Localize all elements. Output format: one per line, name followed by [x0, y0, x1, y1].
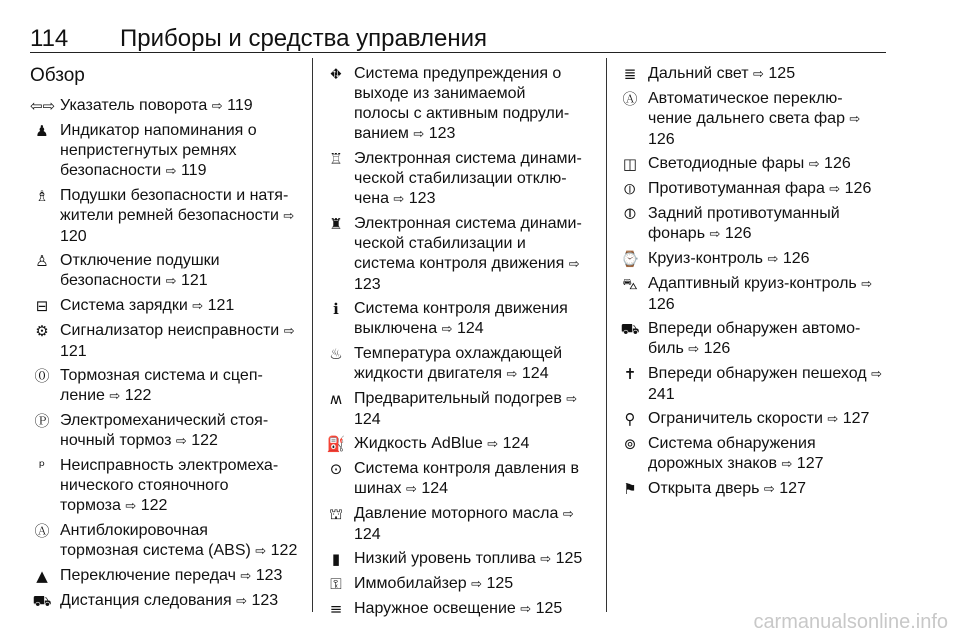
entry-text: Указатель поворота	[60, 97, 208, 114]
adaptive-cruise-icon: ⛍	[622, 275, 638, 293]
page-ref-arrow-icon: ⇨	[709, 227, 721, 242]
shift-up-icon: ▲	[36, 567, 48, 585]
page-ref-arrow-icon: ⇨	[165, 274, 177, 289]
index-entry	[30, 366, 298, 407]
page-ref-link[interactable]: 123	[428, 125, 456, 142]
turn-signal-icon: ⇦⇨	[30, 97, 56, 115]
page-ref-link[interactable]: 122	[270, 542, 298, 559]
preheating-icon: ʍ	[329, 390, 343, 408]
column-2	[324, 64, 594, 620]
page-ref-arrow-icon: ⇨	[413, 127, 425, 142]
entry-text: ческой стабилизации и	[354, 235, 526, 252]
index-entry	[618, 64, 888, 85]
lane-departure-icon: ⛖	[329, 65, 342, 83]
entry-text: жидкости двигателя	[354, 365, 503, 382]
header-rule	[30, 52, 886, 53]
entry-text: фонарь	[648, 225, 706, 242]
entry-text: ночный тормоз	[60, 432, 172, 449]
page-ref-link[interactable]: 124	[502, 435, 530, 452]
page-ref-arrow-icon: ⇨	[175, 434, 187, 449]
page-ref-arrow-icon: ⇨	[540, 552, 552, 567]
page-ref-arrow-icon: ⇨	[849, 112, 861, 127]
entry-text: Система зарядки	[60, 297, 188, 314]
entry-text: шинах	[354, 480, 402, 497]
entry-text: жители ремней безопасности	[60, 207, 279, 224]
column-divider	[606, 58, 607, 612]
page-ref-arrow-icon: ⇨	[829, 182, 841, 197]
column-divider	[312, 58, 313, 612]
index-entry	[324, 459, 594, 500]
index-entry	[30, 121, 298, 182]
entry-text: ление	[60, 387, 105, 404]
engine-malfunction-icon: ⚙	[35, 322, 49, 340]
index-entry	[618, 89, 888, 150]
page-ref-link[interactable]: 124	[521, 365, 549, 382]
entry-text: Индикатор напоминания о	[60, 122, 257, 139]
entry-text: Жидкость AdBlue	[354, 435, 483, 452]
entry-text: Впереди обнаружен автомо-	[648, 320, 861, 337]
entry-text: Температура охлаждающей	[354, 345, 563, 362]
page-ref-link[interactable]: 126	[648, 131, 675, 148]
entry-text: Противотуманная фара	[648, 180, 825, 197]
index-entry	[324, 299, 594, 340]
index-entry	[618, 249, 888, 270]
page-ref-link[interactable]: 126	[844, 180, 872, 197]
page-ref-link[interactable]: 119	[227, 97, 253, 114]
following-distance-icon: ⛟	[32, 592, 52, 610]
index-entry	[30, 321, 298, 362]
index-entry	[324, 599, 594, 620]
page-ref-arrow-icon: ⇨	[109, 389, 121, 404]
page-ref-link[interactable]: 125	[535, 600, 563, 617]
page-ref-link[interactable]: 127	[779, 480, 806, 497]
entry-text: дорожных знаков	[648, 455, 777, 472]
index-entry	[618, 179, 888, 200]
index-entry	[618, 479, 888, 500]
index-entry	[618, 434, 888, 475]
page-ref-link[interactable]: 123	[255, 567, 283, 584]
page-ref-link[interactable]: 126	[782, 250, 810, 267]
door-open-icon: ⚑	[623, 480, 637, 498]
entry-text: Впереди обнаружен пешеход	[648, 365, 867, 382]
page-ref-link[interactable]: 120	[60, 228, 87, 245]
page-ref-link[interactable]: 125	[768, 65, 796, 82]
entry-text: Адаптивный круиз-контроль	[648, 275, 857, 292]
cruise-control-icon: ⌚	[620, 250, 640, 268]
page-ref-arrow-icon: ⇨	[441, 322, 453, 337]
page-ref-link[interactable]: 127	[796, 455, 824, 472]
page-ref-link[interactable]: 124	[354, 411, 381, 428]
page-ref-link[interactable]: 124	[354, 526, 381, 543]
page-ref-arrow-icon: ⇨	[808, 157, 820, 172]
page-ref-link[interactable]: 124	[421, 480, 449, 497]
page-ref-arrow-icon: ⇨	[283, 209, 295, 224]
index-entry	[618, 319, 888, 360]
index-entry	[324, 64, 594, 145]
oil-pressure-icon: ⛫	[329, 505, 343, 523]
auto-high-beam-icon: Ⓐ	[622, 90, 638, 108]
index-entry	[30, 96, 298, 117]
page-ref-arrow-icon: ⇨	[861, 277, 873, 292]
parking-brake-fault-icon: ᵖ	[38, 457, 46, 475]
entry-text: Сигнализатор неисправности	[60, 322, 280, 339]
low-fuel-icon: ▮	[331, 550, 341, 568]
entry-text: чение дальнего света фар	[648, 110, 845, 127]
page-ref-link[interactable]: 123	[354, 276, 381, 293]
speed-limiter-icon: ⚲	[624, 410, 636, 428]
entry-text: биль	[648, 340, 684, 357]
page-ref-arrow-icon: ⇨	[487, 437, 499, 452]
entry-text: Электронная система динами-	[354, 215, 582, 232]
front-fog-light-icon: ⦶	[624, 180, 636, 198]
entry-text: Неисправность электромеха-	[60, 457, 279, 474]
page-header	[30, 26, 886, 52]
entry-text: Подушки безопасности и натя-	[60, 187, 289, 204]
entry-text: ванием	[354, 125, 409, 142]
page-ref-link[interactable]: 241	[648, 386, 675, 403]
esc-icon: ♜	[329, 215, 343, 233]
page-ref-link[interactable]: 125	[486, 575, 514, 592]
page-number: 114	[30, 25, 69, 52]
entry-text: Круиз-контроль	[648, 250, 763, 267]
high-beam-icon: ≣	[623, 65, 637, 83]
entry-text: тормоза	[60, 497, 121, 514]
index-entry	[324, 149, 594, 210]
immobilizer-icon: ⚿	[330, 575, 342, 593]
page-ref-link[interactable]: 122	[124, 387, 152, 404]
tire-pressure-icon: ⊙	[329, 460, 343, 478]
airbag-off-icon: ♙	[35, 252, 49, 270]
entry-text: Система обнаружения	[648, 435, 816, 452]
abs-icon: Ⓐ	[34, 522, 50, 540]
page-ref-arrow-icon: ⇨	[405, 482, 417, 497]
page-ref-arrow-icon: ⇨	[568, 257, 580, 272]
entry-text: Предварительный подогрев	[354, 390, 562, 407]
page-ref-arrow-icon: ⇨	[211, 99, 223, 114]
page-ref-arrow-icon: ⇨	[763, 482, 775, 497]
page-ref-arrow-icon: ⇨	[236, 594, 247, 609]
entry-text: Система предупреждения о	[354, 65, 562, 82]
entry-text: Низкий уровень топлива	[354, 550, 536, 567]
index-entry	[324, 214, 594, 295]
index-entry	[618, 364, 888, 405]
section-title: Обзор	[30, 65, 85, 86]
esc-off-icon: ♖	[329, 150, 343, 168]
exterior-lights-icon: ≡	[329, 600, 343, 618]
index-entry	[618, 154, 888, 175]
page-ref-link[interactable]: 119	[180, 162, 207, 179]
index-entry	[30, 521, 298, 562]
entry-text: Переключение передач	[60, 567, 236, 584]
entry-text: Открыта дверь	[648, 480, 760, 497]
index-entry	[30, 411, 298, 452]
index-entry	[30, 566, 298, 587]
entry-text: Задний противотуманный	[648, 205, 840, 222]
entry-text: непристегнутых ремнях	[60, 142, 237, 159]
adblue-icon: ⛽	[326, 435, 346, 453]
index-entry	[324, 434, 594, 455]
airbag-icon: ♗	[35, 187, 49, 205]
page-ref-link[interactable]: 122	[140, 497, 168, 514]
entry-text: выключена	[354, 320, 438, 337]
page-ref-arrow-icon: ⇨	[165, 164, 177, 179]
seat-belt-reminder-icon: ♟	[35, 122, 49, 140]
page-ref-link[interactable]: 126	[724, 225, 752, 242]
entry-text: Ограничитель скорости	[648, 410, 823, 427]
traction-control-off-icon: ℹ	[333, 300, 339, 318]
entry-text: Иммобилайзер	[354, 575, 467, 592]
entry-text: Антиблокировочная	[60, 522, 208, 539]
coolant-temperature-icon: ♨	[329, 345, 343, 363]
entry-text: выходе из занимаемой	[354, 85, 526, 102]
entry-text: Давление моторного масла	[354, 505, 559, 522]
page-ref-link[interactable]: 126	[824, 155, 851, 172]
page-ref-arrow-icon: ⇨	[506, 367, 518, 382]
page-ref-link[interactable]: 123	[408, 190, 436, 207]
page-ref-arrow-icon: ⇨	[393, 192, 405, 207]
page-ref-link[interactable]: 121	[207, 297, 235, 314]
entry-text: полосы с активным подрули-	[354, 105, 570, 122]
page-ref-arrow-icon: ⇨	[471, 577, 482, 592]
rear-fog-light-icon: ⦷	[623, 205, 636, 223]
page-ref-link[interactable]: 121	[60, 343, 87, 360]
page-ref-arrow-icon: ⇨	[240, 569, 252, 584]
entry-text: безопасности	[60, 162, 162, 179]
led-headlight-icon: ◫	[622, 155, 638, 173]
page-ref-link[interactable]: 123	[251, 592, 279, 609]
entry-text: Система контроля движения	[354, 300, 568, 317]
entry-text: Отключение подушки	[60, 252, 220, 269]
page-ref-link[interactable]: 126	[703, 340, 731, 357]
page-ref-arrow-icon: ⇨	[871, 367, 882, 382]
entry-text: Дальний свет	[648, 65, 749, 82]
page-ref-arrow-icon: ⇨	[255, 544, 267, 559]
index-entry	[618, 409, 888, 430]
entry-text: Дистанция следования	[60, 592, 232, 609]
index-entry	[324, 344, 594, 385]
entry-text: ческой стабилизации отклю-	[354, 170, 567, 187]
page-ref-link[interactable]: 126	[648, 296, 675, 313]
page-ref-link[interactable]: 121	[180, 272, 208, 289]
entry-text: Система контроля давления в	[354, 460, 579, 477]
page-ref-link[interactable]: 122	[191, 432, 218, 449]
watermark: carmanualsonline.info	[753, 611, 948, 633]
index-entry	[30, 251, 298, 292]
entry-text: безопасности	[60, 272, 162, 289]
page-ref-link[interactable]: 124	[456, 320, 484, 337]
index-entry	[30, 456, 298, 517]
page-ref-arrow-icon: ⇨	[562, 507, 574, 522]
entry-text: Электромеханический стоя-	[60, 412, 269, 429]
entry-text: система контроля движения	[354, 255, 565, 272]
entry-text: Автоматическое переклю-	[648, 90, 843, 107]
traffic-sign-icon: ⊚	[623, 435, 637, 453]
index-entry	[30, 591, 298, 612]
page-ref-link[interactable]: 125	[555, 550, 583, 567]
battery-icon: ⊟	[35, 297, 49, 315]
entry-text: тормозная система (ABS)	[60, 542, 251, 559]
index-entry	[324, 549, 594, 570]
entry-text: Наружное освещение	[354, 600, 516, 617]
entry-text: Светодиодные фары	[648, 155, 805, 172]
column-1	[30, 64, 298, 612]
parking-brake-icon: Ⓟ	[34, 412, 50, 430]
vehicle-ahead-icon: ⛟	[620, 320, 640, 338]
page-ref-arrow-icon: ⇨	[753, 67, 764, 82]
column-3	[618, 64, 888, 500]
index-entry	[618, 204, 888, 245]
entry-text: чена	[354, 190, 389, 207]
entry-text: Тормозная система и сцеп-	[60, 367, 263, 384]
page-ref-arrow-icon: ⇨	[827, 412, 839, 427]
index-entry	[324, 504, 594, 545]
index-entry	[324, 574, 594, 595]
brake-system-icon: ⓪	[34, 367, 50, 385]
page-title: Приборы и средства управления	[120, 25, 487, 52]
page-ref-link[interactable]: 127	[842, 410, 870, 427]
page-ref-arrow-icon: ⇨	[192, 299, 204, 314]
index-entry	[324, 389, 594, 430]
index-entry	[30, 296, 298, 317]
page-ref-arrow-icon: ⇨	[767, 252, 779, 267]
page-ref-arrow-icon: ⇨	[520, 602, 532, 617]
page-ref-arrow-icon: ⇨	[125, 499, 137, 514]
pedestrian-ahead-icon: ✝	[623, 365, 637, 383]
entry-text: нического стояночного	[60, 477, 229, 494]
index-entry	[30, 186, 298, 247]
page-ref-arrow-icon: ⇨	[283, 324, 295, 339]
index-entry	[618, 274, 888, 315]
entry-text: Электронная система динами-	[354, 150, 582, 167]
page-ref-arrow-icon: ⇨	[781, 457, 793, 472]
page-ref-arrow-icon: ⇨	[688, 342, 700, 357]
page-ref-arrow-icon: ⇨	[566, 392, 578, 407]
